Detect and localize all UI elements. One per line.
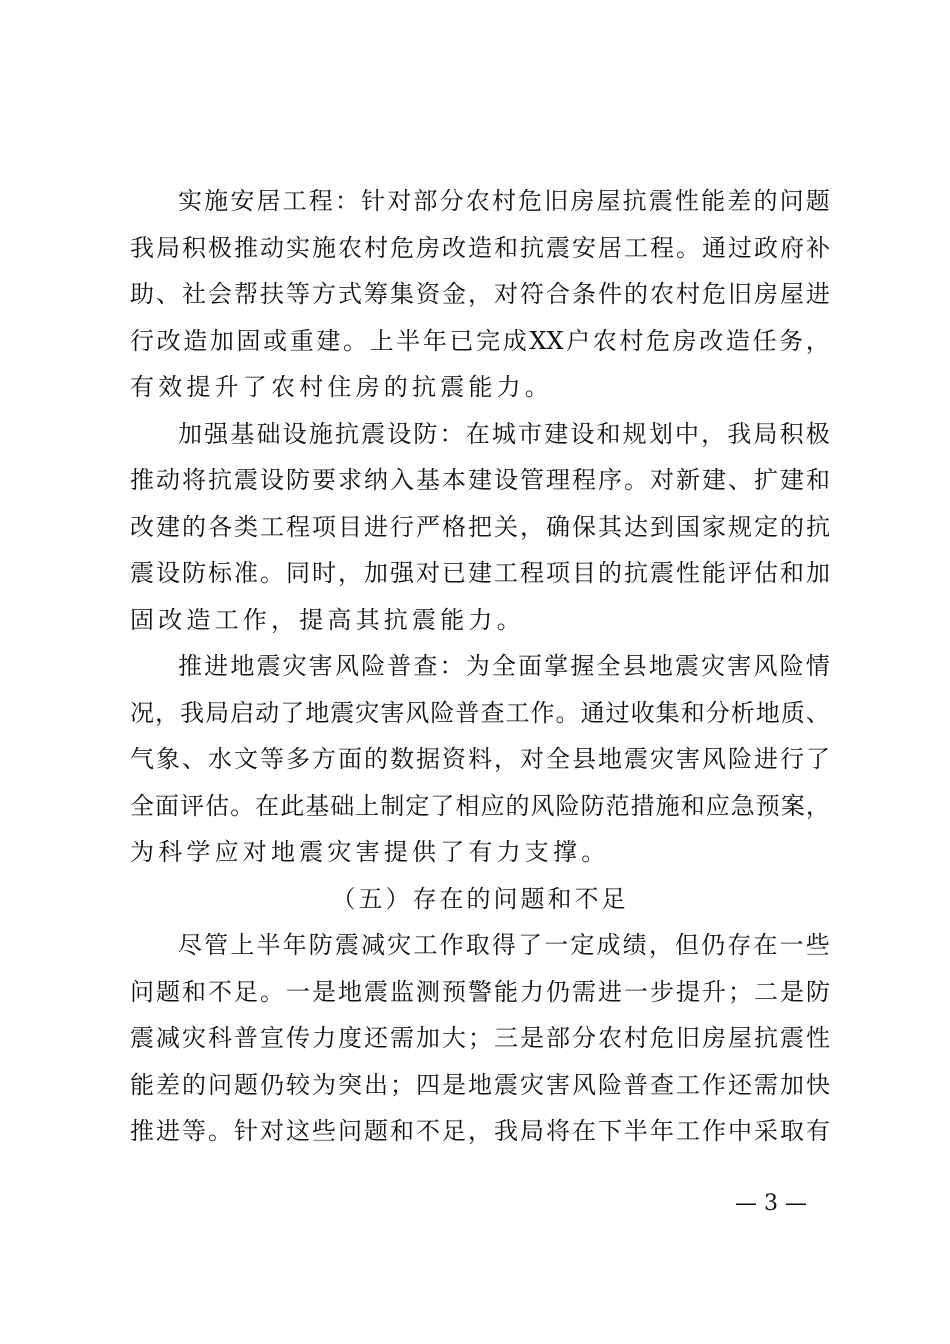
paragraph-line: 固改造工作，提高其抗震能力。 [130,605,525,634]
paragraph-line: 有效提升了农村住房的抗震能力。 [130,373,553,401]
paragraph-line: 震 设 防 标 准 。 同 时 ， 加 强 对 已 建 工 程 项 目 的 抗 震 性 能 评 估 和 加 [130,559,830,587]
paragraph-line: 问 题 和 不 足 。 一 是 地 震 监 测 预 警 能 力 仍 需 进 一 步 提 升 ； 二 是 防 [130,977,830,1006]
paragraph-line: 实 施 安 居 工 程 ： 针 对 部 分 农 村 危 旧 房 屋 抗 震 性 能 差 的 问 题 [178,187,830,215]
paragraph-line: 加 强 基 础 设 施 抗 震 设 防 ： 在 城 市 建 设 和 规 划 中 ， 我 局 积 极 [178,419,830,448]
paragraph-line: 推 进 等 。 针 对 这 些 问 题 和 不 足 ， 我 局 将 在 下 半 年 工 作 中 采 取 有 [130,1117,830,1145]
paragraph-line: 行 改 造 加 固 或 重 建 。 上 半 年 已 完 成 XX 户 农 村 危 房 改 造 任 务 ， [130,326,830,355]
paragraph-anju-project [130,178,830,411]
paragraph-line: 况 ， 我 局 启 动 了 地 震 灾 害 风 险 普 查 工 作 。 通 过 收 集 和 分 析 地 质 、 [130,698,830,727]
page-number: — 3 — [735,1191,807,1216]
paragraph-infrastructure [130,411,830,644]
paragraph-line: 我 局 积 极 推 动 实 施 农 村 危 房 改 造 和 抗 震 安 居 工 程 。 通 过 政 府 补 [130,233,830,262]
paragraph-problems [130,922,830,1155]
document-body [130,178,830,1155]
paragraph-line: 推 动 将 抗 震 设 防 要 求 纳 入 基 本 建 设 管 理 程 序 。 对 新 建 、 扩 建 和 [130,466,830,494]
paragraph-line: 推 进 地 震 灾 害 风 险 普 查 ： 为 全 面 掌 握 全 县 地 震 灾 害 风 险 情 [178,652,830,680]
paragraph-line: 为科学应对地震灾害提供了有力支撑。 [130,838,610,866]
paragraph-line: 改 建 的 各 类 工 程 项 目 进 行 严 格 把 关 ， 确 保 其 达 到 国 家 规 定 的 抗 [130,512,830,541]
paragraph-line: 尽 管 上 半 年 防 震 减 灾 工 作 取 得 了 一 定 成 绩 ， 但 仍 存 在 一 些 [178,931,830,959]
paragraph-line: 震 减 灾 科 普 宣 传 力 度 还 需 加 大 ； 三 是 部 分 农 村 危 旧 房 屋 抗 震 性 [130,1024,830,1052]
section-heading: （五）存在的问题和不足 [331,884,629,913]
paragraph-line: 助 、 社 会 帮 扶 等 方 式 筹 集 资 金 ， 对 符 合 条 件 的 农 村 危 旧 房 屋 进 [130,280,830,308]
paragraph-line: 全 面 评 估 。 在 此 基 础 上 制 定 了 相 应 的 风 险 防 范 措 施 和 应 急 预 案 ， [130,791,830,820]
paragraph-risk-survey [130,643,830,876]
paragraph-line: 能 差 的 问 题 仍 较 为 突 出 ； 四 是 地 震 灾 害 风 险 普 查 工 作 还 需 加 快 [130,1070,830,1099]
paragraph-line: 气 象 、 水 文 等 多 方 面 的 数 据 资 料 ， 对 全 县 地 震 灾 害 风 险 进 行 了 [130,745,830,773]
